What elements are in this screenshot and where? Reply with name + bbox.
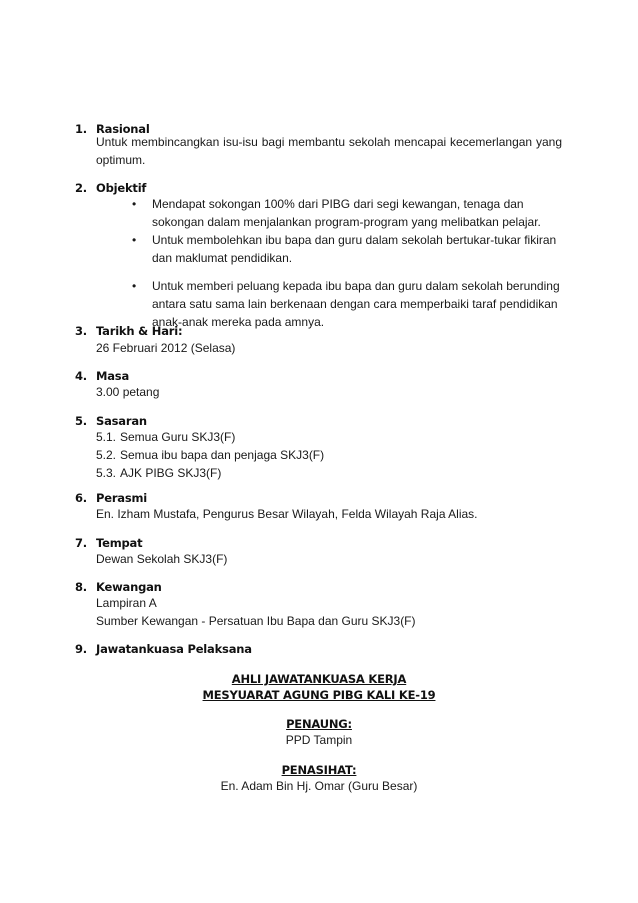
section-title: Perasmi	[96, 491, 148, 505]
bullet-icon: •	[132, 233, 137, 247]
section-title: Rasional	[96, 122, 150, 136]
section-title: Objektif	[96, 181, 147, 195]
section-number: 7.	[75, 536, 87, 550]
committee-heading: AHLI JAWATANKUASA KERJA	[231, 672, 407, 686]
section-title: Kewangan	[96, 580, 162, 594]
section-title: Tarikh & Hari:	[96, 324, 183, 338]
section-number: 5.	[75, 414, 87, 428]
penaung-value: PPD Tampin	[285, 733, 353, 747]
section-title: Tempat	[96, 536, 143, 550]
list-item: 5.1. Semua Guru SKJ3(F)	[96, 430, 236, 444]
section-number: 1.	[75, 122, 87, 136]
section-text: 3.00 petang	[96, 385, 160, 399]
section-title: Sasaran	[96, 414, 147, 428]
objective-list	[132, 195, 562, 331]
section-number: 8.	[75, 580, 87, 594]
penaung-label: PENAUNG:	[286, 717, 352, 731]
section-text: Untuk membincangkan isu-isu bagi membantu sekolah mencapai kecemerlangan yang optimum.	[96, 135, 562, 167]
committee-subheading: MESYUARAT AGUNG PIBG KALI KE-19	[202, 688, 436, 702]
section-text: Dewan Sekolah SKJ3(F)	[96, 552, 228, 566]
section-text: En. Izham Mustafa, Pengurus Besar Wilayah, Felda Wilayah Raja Alias.	[96, 507, 478, 521]
list-item: 5.2. Semua ibu bapa dan penjaga SKJ3(F)	[96, 448, 325, 462]
list-item: 5.3. AJK PIBG SKJ3(F)	[96, 466, 222, 480]
section-text: 26 Februari 2012 (Selasa)	[96, 341, 236, 355]
penasihat-label: PENASIHAT:	[281, 763, 357, 777]
section-text: Lampiran A Sumber Kewangan - Persatuan Ibu Bapa dan Guru SKJ3(F)	[96, 596, 416, 628]
penasihat-value: En. Adam Bin Hj. Omar (Guru Besar)	[220, 779, 418, 793]
section-number: 2.	[75, 181, 87, 195]
section-title: Masa	[96, 369, 130, 383]
target-list	[96, 428, 324, 482]
section-number: 3.	[75, 324, 87, 338]
section-number: 9.	[75, 642, 87, 656]
bullet-icon: •	[132, 279, 137, 293]
section-number: 4.	[75, 369, 87, 383]
list-item: • Untuk membolehkan ibu bapa dan guru dalam sekolah bertukar-tukar fikiran dan maklumat pendidikan.	[132, 233, 557, 265]
section-number: 6.	[75, 491, 87, 505]
section-title: Jawatankuasa Pelaksana	[96, 642, 252, 656]
bullet-icon: •	[132, 197, 137, 211]
list-item: • Untuk memberi peluang kepada ibu bapa dan guru dalam sekolah berunding antara satu sama lain berkenaan dengan cara memperbaiki taraf pendidikan anak-anak mereka pada amnya.	[132, 279, 560, 329]
list-item: • Mendapat sokongan 100% dari PIBG dari segi kewangan, tenaga dan sokongan dalam menjalankan program-program yang melibatkan pelajar.	[132, 197, 541, 229]
